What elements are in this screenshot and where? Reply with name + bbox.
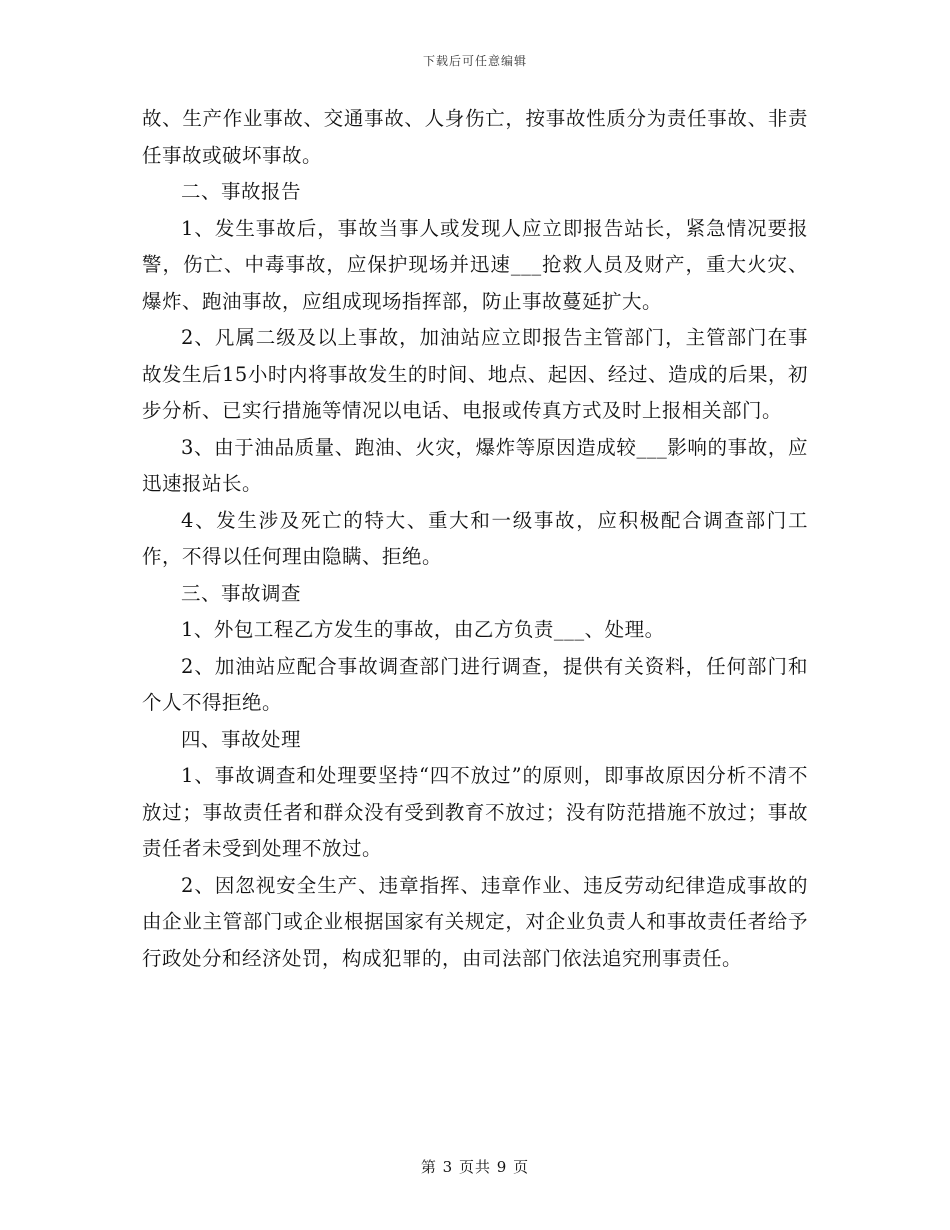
paragraph-investigation-2: 2、加油站应配合事故调查部门进行调查，提供有关资料，任何部门和个人不得拒绝。: [142, 654, 808, 714]
paragraph-report-1: 1、发生事故后，事故当事人或发现人应立即报告站长，紧急情况要报警，伤亡、中毒事故，应保护现场并迅速___抢救人员及财产，重大火灾、爆炸、跑油事故，应组成现场指挥部，防止事故蔓延扩大。: [142, 216, 808, 313]
paragraph-handling-2: 2、因忽视安全生产、违章指挥、违章作业、违反劳动纪律造成事故的由企业主管部门或企业根据国家有关规定，对企业负责人和事故责任者给予行政处分和经济处罚，构成犯罪的，由司法部门依法追究刑事责任。: [142, 873, 808, 970]
section-heading-report: 二、事故报告: [181, 180, 302, 203]
paragraph-report-3: 3、由于油品质量、跑油、火灾，爆炸等原因造成较___影响的事故，应迅速报站长。: [142, 435, 808, 495]
document-body: [142, 101, 808, 977]
section-heading-handling: 四、事故处理: [181, 727, 302, 751]
page-header: 下载后可任意编辑: [422, 54, 527, 68]
section-heading-investigation: 三、事故调查: [181, 581, 302, 605]
page-footer: 第 3 页共 9 页: [420, 1158, 530, 1176]
paragraph-report-4: 4、发生涉及死亡的特大、重大和一级事故，应积极配合调查部门工作，不得以任何理由隐瞒、拒绝。: [142, 508, 808, 568]
paragraph-continuation: 故、生产作业事故、交通事故、人身伤亡，按事故性质分为责任事故、非责任事故或破坏事故。: [142, 107, 808, 167]
paragraph-investigation-1: 1、外包工程乙方发生的事故，由乙方负责___、处理。: [181, 618, 665, 641]
paragraph-report-2: 2、凡属二级及以上事故，加油站应立即报告主管部门，主管部门在事故发生后15小时内将事故发生的时间、地点、起因、经过、造成的后果，初步分析、已实行措施等情况以电话、电报或传真方式及时上报相关部门。: [142, 326, 808, 422]
paragraph-handling-1: 1、事故调查和处理要坚持“四不放过”的原则，即事故原因分析不清不放过；事故责任者和群众没有受到教育不放过；没有防范措施不放过；事故责任者未受到处理不放过。: [142, 764, 808, 860]
